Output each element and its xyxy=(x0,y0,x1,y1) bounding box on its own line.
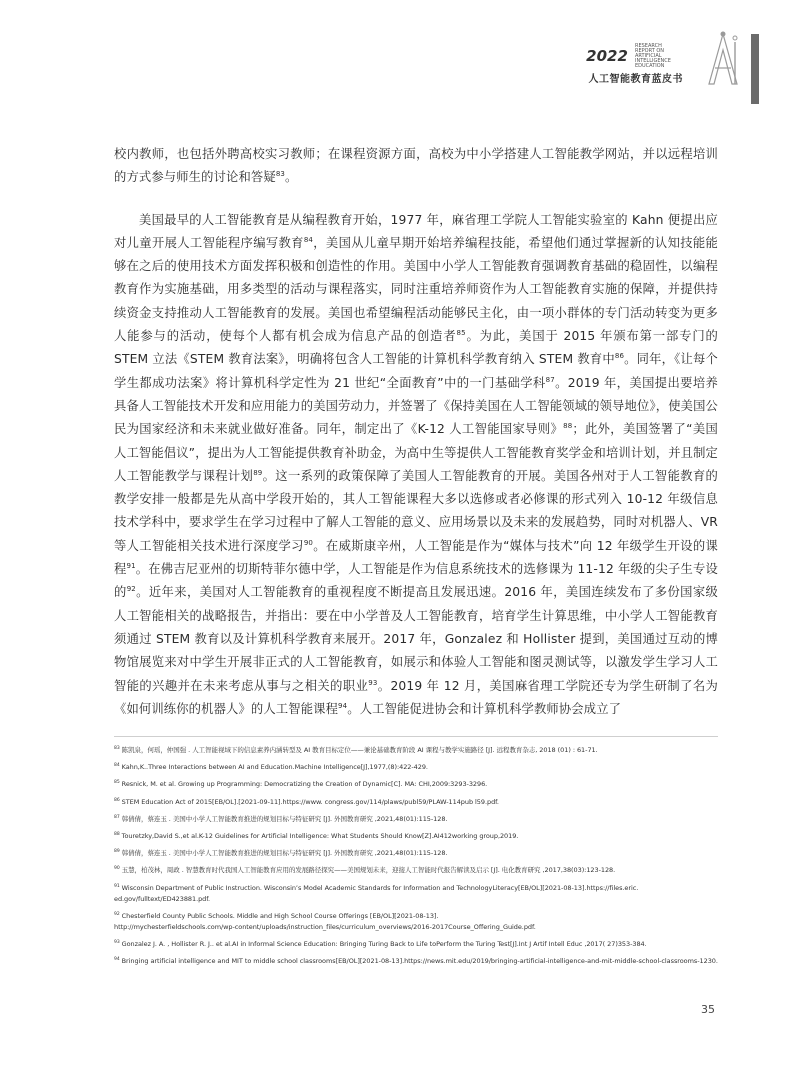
footnote-number: 86 xyxy=(114,797,120,803)
footnote-item xyxy=(114,797,718,808)
footnote-text: Wisconsin Department of Public Instruction. Wisconsin’s Model Academic Standards for Information and TechnologyLiteracy[EB/OL][2021-08-13].https://files.eric. ed.gov/fulltext/ED423881.pdf. xyxy=(114,883,639,903)
paragraph-text: 。2019 年 12 月，美国麻省理工学院还专为学生研制了名为《如何训练你的机器人》的人工智能课程 xyxy=(114,678,718,716)
footnote-ref: 93 xyxy=(368,678,378,687)
paragraph-text: 校内教师，也包括外聘高校实习教师；在课程资源方面，高校为中小学搭建人工智能教学网站，并以远程培训的方式参与师生的讨论和答疑 xyxy=(114,147,718,185)
footnote-number: 89 xyxy=(114,849,120,855)
footnote-number: 84 xyxy=(114,763,120,769)
footnote-item xyxy=(114,865,718,876)
footnote-ref: 91 xyxy=(126,562,136,571)
footnote-number: 85 xyxy=(114,780,120,786)
footnote-ref: 92 xyxy=(126,585,136,594)
footnote-item xyxy=(114,831,718,842)
footnote-text: Kahn,K..Three Interactions between AI and Education.Machine Intelligence[J],1977,(8):422-429. xyxy=(121,763,428,772)
paragraph-1 xyxy=(114,143,718,190)
footnote-item xyxy=(114,762,718,773)
paragraph-text: 。这一系列的政策保障了美国人工智能教育的开展。美国各州对于人工智能教育的教学安排一般都是先从高中学段开始的，其人工智能课程大多以选修或者必修课的形式列入 10-12 年级信息技术学科中，要求学生在学习过程中了解人工智能的意义、应用场景以及未来的发展趋势，同时对机器人、VR 等人工智能相关技术进行深度学习 xyxy=(114,468,718,553)
header-text xyxy=(586,44,683,85)
paragraph-text: ；此外，美国签署了“美国人工智能倡议”，提出为人工智能提供教育补助金，为高中生等提供人工智能教育奖学金和培训计划，并且制定人工智能教学与课程计划 xyxy=(114,422,719,483)
main-text xyxy=(114,143,718,721)
footnote-divider xyxy=(114,736,718,737)
paragraph-text: 。 xyxy=(285,170,298,185)
footnote-text: Resnick, M. et al. Growing up Programming: Democratizing the Creation of Dynamic[C]. MA: CHI,2009:3293-3296. xyxy=(121,780,488,789)
footnote-ref: 83 xyxy=(275,170,286,179)
footnote-text: 陈凯泉，何瑶，仲国强 . 人工智能视域下的信息素养内涵转型及 AI 教育目标定位——兼论基础教育阶段 AI 课程与教学实施路径 [J]. 远程教育杂志, 2018 (01) : 61-71. xyxy=(121,746,598,754)
header-title: 人工智能教育蓝皮书 xyxy=(588,74,683,85)
paragraph-text: 。人工智能促进协会和计算机科学教师协会成立了 xyxy=(347,701,622,716)
footnote-number: 93 xyxy=(114,939,120,945)
footnote-ref: 88 xyxy=(563,422,573,431)
paragraph-text: 。近年来，美国对人工智能教育的重视程度不断提高且发展迅速。2016 年，美国连续发布了多份国家级人工智能相关的战略报告，并指出：要在中小学普及人工智能教育，培育学生计算思维，中小学人工智能教育须通过 STEM 教育以及计算机科学教育来展开。2017 年，Gonzalez 和 Hollister 提到，美国通过互动的博物馆展览来对中学生开展非正式的人工智能教育，如展示和体验人工智能和图灵测试等，以激发学生学习人工智能的兴趣并在未来考虑从事与之相关的职业 xyxy=(114,585,719,693)
footnote-text: Chesterfield County Public Schools. Middle and High School Course Offerings [EB/OL][2021-08-13]. xyxy=(121,911,439,920)
footnote-text: STEM Education Act of 2015[EB/OL].[2021-09-11].https://www. congress.gov/114/plaws/publ59/PLAW-114pub l59.pdf. xyxy=(121,797,499,806)
footnote-item xyxy=(114,848,718,859)
page-header xyxy=(473,28,773,88)
footnote-item xyxy=(114,883,718,905)
footnote-item xyxy=(114,956,718,967)
header-year: 2022 xyxy=(586,47,628,65)
paragraph-text: 。在佛吉尼亚州的切斯特菲尔德中学，人工智能是作为信息系统技术的选修课为 11-12 年级的尖子生专设的 xyxy=(114,562,718,600)
footnote-item xyxy=(114,779,718,790)
footnote-number: 92 xyxy=(114,911,120,917)
footnote-ref: 84 xyxy=(303,235,314,244)
paragraph-text: 美国最早的人工智能教育是从编程教育开始，1977 年，麻省理工学院人工智能实验室的 Kahn 便提出应对儿童开展人工智能程序编写教育 xyxy=(114,212,718,250)
ai-logo-icon xyxy=(701,28,745,92)
footnote-item xyxy=(114,745,718,756)
footnote-number: 83 xyxy=(114,746,120,751)
footnote-number: 90 xyxy=(114,866,120,872)
footnote-url: http://mychesterfieldschools.com/wp-content/uploads/instruction_files/curriculum_overviews/2016-2017Course_Offering_Guide.pdf. xyxy=(114,922,536,931)
paragraph-2 xyxy=(114,209,718,722)
footnote-number: 88 xyxy=(114,831,120,837)
paragraph-text: 。在威斯康辛州，人工智能是作为“媒体与技术”向 12 年级学生开设的课程 xyxy=(114,538,718,577)
footnote-ref: 86 xyxy=(614,352,625,361)
footnote-ref: 94 xyxy=(338,701,348,710)
paragraph-text: 。为此，美国于 2015 年颁布第一部专门的 STEM 立法《STEM 教育法案》，明确将包含人工智能的计算机科学教育纳入 STEM 教育中 xyxy=(114,329,718,367)
footnote-item xyxy=(114,814,718,825)
footnote-number: 91 xyxy=(114,883,120,889)
footnote-text: Bringing artificial intelligence and MIT to middle school classrooms[EB/OL][2021-08-13].https://news.mit.edu/2019/bringing-artificial-intelligence-and-mit-middle-school-classrooms-1230. xyxy=(121,957,718,966)
footnote-text: Gonzalez J. A. , Hollister R. J.. et al.AI in Informal Science Education: Bringing Turing Back to Life toPerform the Turing Test[J].Int J Artif Intell Educ ,2017( 27)353-384. xyxy=(121,939,647,948)
footnote-text: Touretzky,David S.,et al.K-12 Guidelines for Artificial Intelligence: What Students Should Know[Z].AI412working group,2019. xyxy=(121,831,519,840)
footnote-item xyxy=(114,911,718,933)
footnotes xyxy=(114,745,718,973)
paragraph-text: 。2019 年，美国提出要培养具备人工智能技术开发和应用能力的美国劳动力，并签署了《保持美国在人工智能领域的领导地位》，使美国公民为国家经济和未来就业做好准备。同年，制定出了《K-12 人工智能国家导则》 xyxy=(114,375,718,437)
header-vertical-bar xyxy=(751,34,759,104)
footnote-ref: 89 xyxy=(253,468,263,477)
footnote-ref: 85 xyxy=(456,329,466,338)
footnote-text: 韩倩倩，蔡连玉 . 美国中小学人工智能教育推进的规划目标与特征研究 [J]. 外国教育研究 ,2021,48(01):115-128. xyxy=(121,849,448,858)
footnote-item xyxy=(114,939,718,950)
footnote-text: 玉慧，柏茂林，周政 . 智慧教育时代我国人工智能教育应用的发展路径探究——美国规划未来，迎接人工智能时代报告解读及启示 [J]. 电化教育研究 ,2017,38(03):123-128. xyxy=(121,866,616,875)
footnote-ref: 90 xyxy=(303,538,314,547)
paragraph-text: ，美国从儿童早期开始培养编程技能，希望他们通过掌握新的认知技能能够在之后的使用技术方面发挥积极和创造性的作用。美国中小学人工智能教育强调教育基础的稳固性，以编程教育作为实施基础，用多类型的活动与课程落实，同时注重培养师资作为人工智能教育实施的保障，并提供持续资金支持推动人工智能教育的发展。美国也希望编程活动能够民主化，由一项小群体的专门活动转变为更多人能参与的活动，使每个人都有机会成为信息产品的创造者 xyxy=(114,235,718,344)
page-number: 35 xyxy=(701,1003,715,1016)
paragraph-text: 。同年，《让每个学生都成功法案》将计算机科学定性为 21 世纪“全面教育”中的一门基础学科 xyxy=(114,352,718,390)
footnote-text: 韩倩倩，蔡连玉 . 美国中小学人工智能教育推进的规划目标与特征研究 [J]. 外国教育研究 ,2021,48(01):115-128. xyxy=(121,814,448,823)
footnote-number: 94 xyxy=(114,957,120,963)
footnote-ref: 87 xyxy=(545,375,555,384)
footnote-number: 87 xyxy=(114,814,120,820)
header-subtitle: RESEARCH REPORT ON ARTIFICIAL INTELLIGENCE EDUCATION xyxy=(635,43,671,69)
